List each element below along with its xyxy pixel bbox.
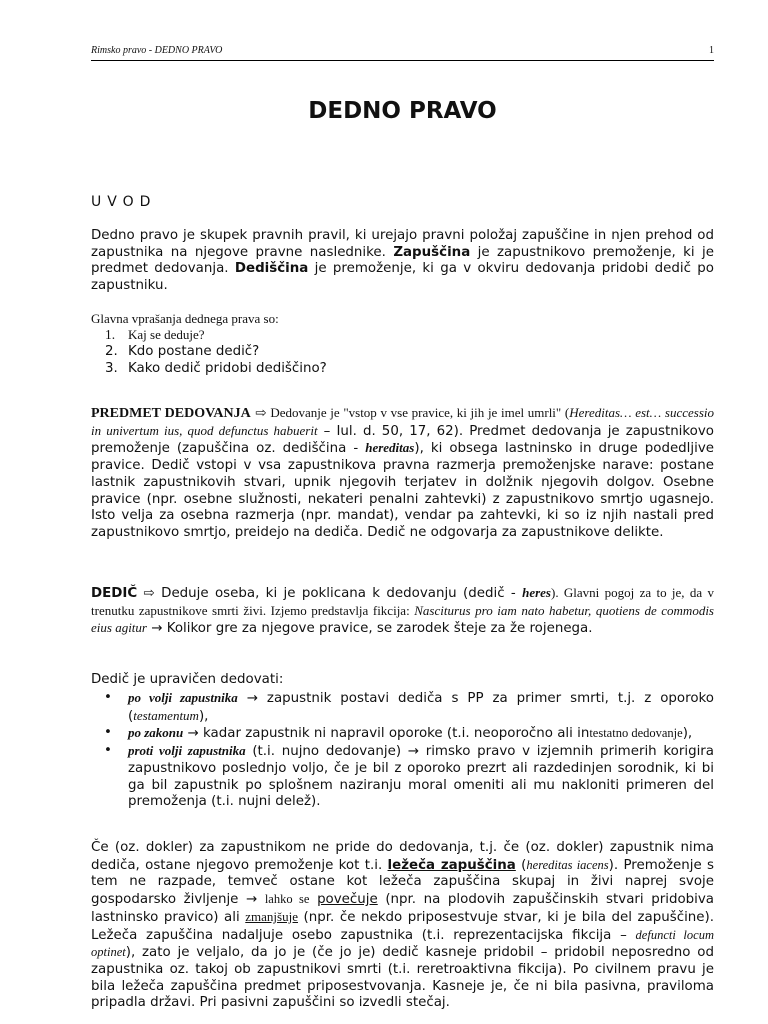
lezeca-text: (npr. če nekdo priposestvuje stvar, ki je bila del zapuščine). Ležeča zapuščina nadaljuje osebo zapustnika (t.i. reprezentacijska fikcija – bbox=[91, 909, 714, 943]
item-text: Kaj se deduje? bbox=[128, 327, 205, 342]
latin-quote: Hereditas… est… successio in univertum ius, quod defunctus habuerit bbox=[91, 405, 714, 438]
questions-lead: Glavna vprašanja dednega prava so: bbox=[91, 311, 279, 326]
latin-term: defuncti locum optinet bbox=[91, 927, 714, 960]
lezeca-text: lahko se bbox=[264, 892, 310, 907]
item-text: ), bbox=[682, 726, 693, 742]
intro-paragraph bbox=[91, 228, 714, 295]
item-text: → zapustnik postavi dediča s PP za primer smrti, t.j. z oporoko ( bbox=[128, 691, 714, 724]
list-item bbox=[91, 690, 714, 725]
bullet-icon: • bbox=[104, 690, 112, 705]
bullet-icon: • bbox=[104, 743, 112, 759]
item-term: po zakonu bbox=[128, 725, 184, 741]
section-heading: UVOD bbox=[91, 194, 157, 210]
item-latin: testamentum bbox=[133, 707, 199, 723]
term-dedic: DEDIČ bbox=[91, 586, 138, 601]
item-term: proti volji zapustnika bbox=[128, 743, 246, 759]
item-number: 2. bbox=[105, 344, 118, 359]
list-item bbox=[91, 360, 714, 377]
item-number: 1. bbox=[105, 327, 116, 342]
term-zmanjsuje: zmanjšuje bbox=[245, 908, 298, 924]
running-header bbox=[91, 45, 714, 61]
term-hereditas: hereditas bbox=[365, 440, 415, 456]
term-povecuje: povečuje bbox=[317, 892, 378, 908]
item-text: ), bbox=[198, 708, 209, 724]
lezeca-text: (npr. na plodovih zapuščinskih stvari pridobiva lastninsko pravico) ali bbox=[91, 892, 714, 925]
list-item bbox=[91, 326, 714, 343]
ways-list bbox=[91, 690, 714, 811]
latin-quote: Nasciturus pro iam nato habetur, quotiens de commodis eius agitur bbox=[91, 602, 714, 636]
term-dediscina: Dediščina bbox=[234, 261, 309, 277]
list-item bbox=[91, 743, 714, 811]
bullet-icon: • bbox=[104, 725, 112, 741]
list-item bbox=[91, 343, 714, 360]
header-title: Rimsko pravo - DEDNO PRAVO bbox=[91, 45, 223, 56]
lezeca-paragraph bbox=[91, 840, 714, 1012]
arrow-icon: ⇨ bbox=[255, 406, 267, 421]
list-item bbox=[91, 725, 714, 743]
item-text: Kdo postane dedič? bbox=[128, 344, 260, 359]
lezeca-text: ). Premoženje s tem ne razpade, temveč ostane kot ležeča zapuščina skupaj in živi naprej svoje gospodarsko življenje → bbox=[91, 857, 715, 908]
dedic-text: Deduje oseba, ki je poklicana k dedovanju (dedič - bbox=[154, 586, 523, 601]
header-rule bbox=[91, 60, 714, 61]
intro-text: Dedno pravo je skupek pravnih pravil, ki urejajo pravni položaj zapuščine in njen prehod od zapustnika na njegove pravne naslednike. bbox=[91, 228, 714, 260]
intro-text: je zapustnikovo premoženje, ki je predmet dedovanja. bbox=[91, 244, 715, 277]
lezeca-text: ( bbox=[515, 857, 527, 873]
term-zapuscina: Zapuščina bbox=[393, 244, 471, 260]
document-title: DEDNO PRAVO bbox=[308, 98, 497, 124]
arrow-icon: ⇨ bbox=[143, 586, 155, 601]
item-text: → kadar zapustnik ni napravil oporoke (t.i. neoporočno ali in bbox=[183, 726, 590, 742]
item-number: 3. bbox=[105, 361, 118, 376]
term-heres: heres bbox=[522, 585, 551, 600]
intro-text: je premoženje, ki ga v okviru dedovanja pridobi dedič po zapustniku. bbox=[91, 261, 714, 294]
predmet-paragraph bbox=[91, 405, 714, 542]
term-predmet-dedovanja: PREDMET DEDOVANJA bbox=[91, 406, 251, 421]
item-text: Kako dedič pridobi dediščino? bbox=[128, 361, 327, 376]
lezeca-text: Če (oz. dokler) za zapustnikom ne pride do dedovanja, t.j. če (oz. dokler) zapustnik nima dediča, ostane njegovo premoženje kot t.i. bbox=[91, 840, 714, 873]
item-term: po volji zapustnika bbox=[128, 690, 238, 705]
questions-list bbox=[91, 326, 714, 377]
ways-lead: Dedič je upravičen dedovati: bbox=[91, 672, 284, 687]
item-latin: testatno dedovanje bbox=[589, 726, 683, 741]
item-text: (t.i. nujno dedovanje) → rimsko pravo v izjemnih primerih korigira zapustnikovo poslednjo voljo, če je bil z oporoko prezrt ali razdedinjen sorodnik, ki bi ga bil zapustnik po splošnem naziranju moral omeniti ali mu nakloniti primeren del premoženja (t.i. nujni delež). bbox=[128, 744, 714, 810]
predmet-text: Dedovanje je "vstop v vse pravice, ki jih je imel umrli" ( bbox=[266, 405, 570, 420]
predmet-text: – Iul. d. 50, 17, 62). Predmet dedovanja je zapustnikovo premoženje (zapuščina oz. dediščina - bbox=[91, 423, 714, 457]
latin-term: hereditas iacens bbox=[526, 857, 609, 872]
dedic-text: → Kolikor gre za njegove pravice, se zarodek šteje za že rojenega. bbox=[146, 621, 593, 637]
predmet-text: ), ki obsega lastninsko in druge podedljive pravice. Dedič vstopi v vsa zapustnikova pravna razmerja premoženjske narave: postane lastnik zapustnikovih stvari, upnik njegovih terjatev in dolžnik njegovih dolgov. Osebne pravice (npr. osebne služnosti, nekateri penalni zahtevki) z zapustnikovo smrtjo ugasnejo. Isto velja za osebna razmerja (npr. mandat), vendar pa zahtevki, ki so iz njih nastali pred zapustnikovo smrtjo, preidejo na dediča. Dedič ne odgovarja za zapustnikove delikte. bbox=[91, 441, 715, 540]
term-lezeca-zapuscina: ležeča zapuščina bbox=[387, 857, 516, 873]
dedic-paragraph bbox=[91, 585, 714, 638]
lezeca-text: ), zato je veljalo, da jo je (če jo je) dedič kasneje pridobil – pridobil neposredno od zapustnika oz. takoj ob zapustnikovi smrti (t.i. reretroaktivna fikcija). Po civilnem pravu je bila ležeča zapuščina predmet priposestvovanja. Kasneje je, če ni bila pasivna, praviloma pripadla državi. Pri pasivni zapuščini so izvedli stečaj. bbox=[91, 945, 714, 1011]
page-number: 1 bbox=[709, 45, 714, 56]
dedic-text: ). Glavni pogoj za to je, da v trenutku zapustnikove smrti živi. Izjemo predstavlja fikcija: bbox=[91, 585, 714, 618]
